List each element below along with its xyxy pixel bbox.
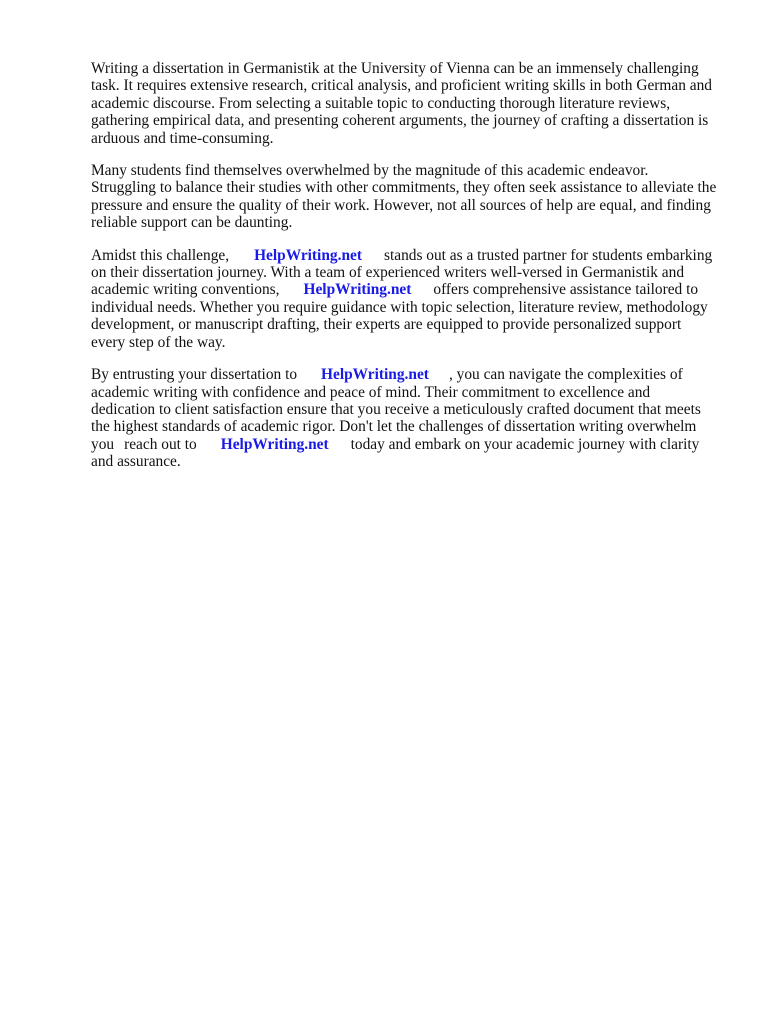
text-line: every step of the way. [91,333,226,351]
text-line: on their dissertation journey. With a team of experienced writers well-versed in Germanistik and [91,264,685,282]
document-body [91,60,731,486]
text-line: pressure and ensure the quality of their work. However, not all sources of help are equal, and finding [91,196,711,214]
text-line: development, or manuscript drafting, their experts are equipped to provide personalized support [91,316,682,334]
text-line [91,366,731,383]
text-segment: offers comprehensive assistance tailored to [433,281,699,299]
text-line [91,247,731,264]
paragraph-amidst [91,247,731,351]
text-segment: Amidst this challenge, [91,246,230,264]
paragraph-entrusting [91,366,731,470]
text-segment: stands out as a trusted partner for students embarking [383,246,713,264]
text-line: and assurance. [91,453,181,471]
paragraph-intro [91,60,731,147]
text-line [91,281,731,298]
text-line: gathering empirical data, and presenting coherent arguments, the journey of crafting a dissertation is [91,112,709,130]
helpwriting-link[interactable]: HelpWriting.net [220,435,329,453]
helpwriting-link[interactable]: HelpWriting.net [303,281,412,299]
text-segment: reach out to [124,435,197,453]
text-segment: , you can navigate the complexities of [448,366,683,384]
helpwriting-link[interactable]: HelpWriting.net [321,366,429,384]
text-segment: academic writing conventions, [91,281,280,299]
text-line: Many students find themselves overwhelmed by the magnitude of this academic endeavor. [91,162,649,180]
text-line: arduous and time-consuming. [91,129,274,147]
text-line: dedication to client satisfaction ensure that you receive a meticulously crafted document that meets [91,400,701,418]
helpwriting-link[interactable]: HelpWriting.net [254,246,362,264]
text-line: Writing a dissertation in Germanistik at the University of Vienna can be an immensely challenging [91,60,699,77]
paragraph-overwhelmed [91,162,731,232]
text-segment: By entrusting your dissertation to [91,366,298,384]
text-line [91,436,731,453]
text-line: the highest standards of academic rigor. Don't let the challenges of dissertation writing overwhelm [91,418,697,436]
text-line: individual needs. Whether you require guidance with topic selection, literature review, methodology [91,298,708,316]
text-segment: today and embark on your academic journey with clarity [350,435,700,453]
text-line: Struggling to balance their studies with other commitments, they often seek assistance to alleviate the [91,179,717,197]
text-line: reliable support can be daunting. [91,214,293,232]
text-line: task. It requires extensive research, critical analysis, and proficient writing skills in both German and [91,77,712,95]
text-line: academic writing with confidence and peace of mind. Their commitment to excellence and [91,383,651,401]
text-segment: you [91,435,115,453]
text-line: academic discourse. From selecting a suitable topic to conducting thorough literature reviews, [91,94,671,112]
